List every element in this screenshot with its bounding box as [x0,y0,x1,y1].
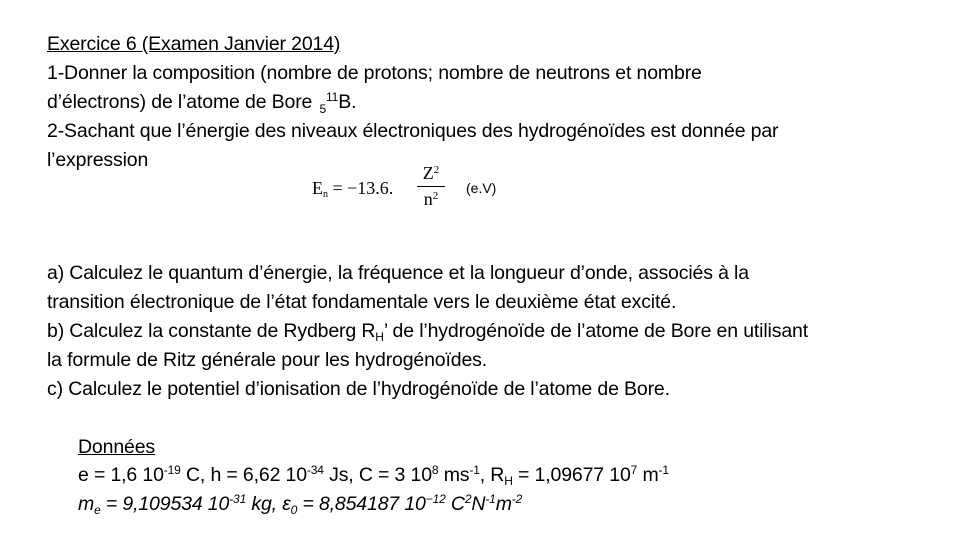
electron-mass-exponent: -31 [229,492,247,506]
permittivity-unit-m-exponent: -2 [511,492,523,506]
electron-mass-value: = 9,109534 10 [100,493,230,515]
fraction-bar [417,186,445,187]
formula-fraction [417,162,445,210]
rydberg-value: = 1,09677 10 [512,464,631,486]
question-b-line-1 [47,319,808,343]
mass-number: 11 [326,90,339,104]
rydberg-label-subscript: H [504,474,513,488]
formula-e-subscript: n [323,189,328,200]
formula-numerator [417,162,445,184]
formula-denominator [417,188,445,210]
light-speed-value: Js, C = 3 10 [323,464,432,486]
rydberg-subscript: H [375,330,384,344]
formula-constant: = −13.6. [328,178,394,198]
charge-value: e = 1,6 10 [78,464,164,486]
planck-value: C, h = 6,62 10 [180,464,307,486]
formula-z-exponent: 2 [433,164,440,176]
planck-exponent: -34 [306,463,324,477]
epsilon-subscript: 0 [290,503,298,517]
exercise-title: Exercice 6 (Examen Janvier 2014) [47,33,341,55]
rydberg-unit: m [637,464,659,486]
question-2-line-1: 2-Sachant que l’énergie des niveaux électroniques des hydrogénoïdes est donnée par [47,120,779,142]
light-speed-exponent: 8 [431,463,439,477]
formula-lhs [312,178,393,199]
epsilon-symbol: ε [282,493,291,515]
formula-unit: (e.V) [466,180,497,196]
electron-mass-label: m [78,493,95,515]
question-a-line-1: a) Calculez le quantum d’énergie, la fréquence et la longueur d’onde, associés à la [47,262,749,284]
data-line-2 [78,492,522,516]
question-1-text: d’électrons) de l’atome de Bore [47,91,318,113]
light-speed-unit: ms [438,464,470,486]
permittivity-unit-n-exponent: -1 [485,492,496,506]
formula-z: Z [422,163,434,183]
data-line-1 [78,463,669,487]
permittivity-value: = 8,854187 10 [297,493,426,515]
question-1-line-2 [47,90,356,116]
question-2-line-2: l’expression [47,149,149,171]
permittivity-unit-m: m [495,493,512,515]
boron-symbol: B. [338,91,357,113]
electron-mass-unit: kg, [246,493,283,515]
rydberg-label: , R [479,464,505,486]
permittivity-unit-c-exponent: 2 [464,492,472,506]
data-heading: Données [78,436,156,458]
question-b-text-b: ’ de l’hydrogénoïde de l’atome de Bore en utilisant [383,320,808,342]
question-1-line-1: 1-Donner la composition (nombre de protons; nombre de neutrons et nombre [47,62,702,84]
question-b-text-a: b) Calculez la constante de Rydberg R [47,320,376,342]
permittivity-unit-c: C [445,493,465,515]
question-b-line-2: la formule de Ritz générale pour les hydrogénoïdes. [47,349,488,371]
formula-e: E [312,178,323,198]
formula-n-exponent: 2 [432,190,439,202]
atomic-number: 5 [319,102,327,116]
formula-n: n [423,189,433,209]
rydberg-exponent: 7 [630,463,638,477]
question-c-line-1: c) Calculez le potentiel d’ionisation de l’hydrogénoïde de l’atome de Bore. [47,378,670,400]
light-speed-unit-exponent: -1 [469,463,480,477]
permittivity-exponent: −12 [425,492,446,506]
permittivity-unit-n: N [471,493,486,515]
electron-mass-subscript: e [94,503,101,517]
question-a-line-2: transition électronique de l’état fondamentale vers le deuxième état excité. [47,291,677,313]
charge-exponent: -19 [163,463,181,477]
rydberg-unit-exponent: -1 [658,463,669,477]
